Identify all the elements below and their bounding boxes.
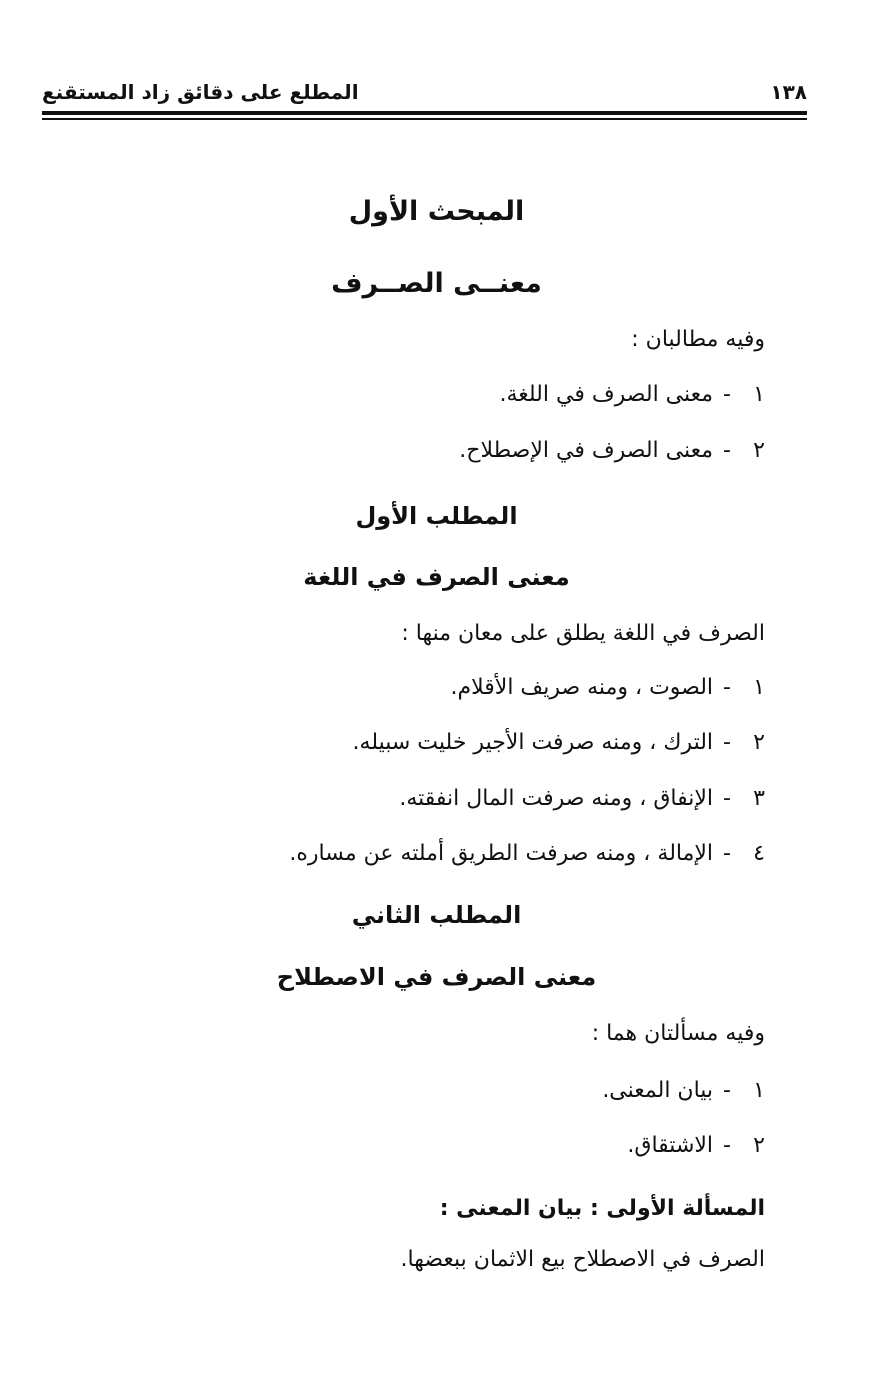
item-text: الاشتقاق. xyxy=(627,1133,714,1158)
item-dash: - xyxy=(723,1133,731,1158)
item-number: ٣ xyxy=(753,786,765,811)
item-text: الترك ، ومنه صرفت الأجير خليت سبيله. xyxy=(352,730,714,755)
item-text: معنى الصرف في الإصطلاح. xyxy=(459,438,714,463)
section-title: المبحث الأول xyxy=(348,196,525,227)
matlab2-title: المطلب الثاني xyxy=(351,901,522,929)
item-number: ٢ xyxy=(753,1133,765,1158)
list-item xyxy=(451,670,765,706)
list-item xyxy=(627,1128,765,1164)
item-text: معنى الصرف في اللغة. xyxy=(499,382,714,407)
item-dash: - xyxy=(723,382,731,407)
section-subtitle: معنــى الصــرف xyxy=(331,268,542,299)
page-number: ١٣٨ xyxy=(770,80,807,104)
list-item xyxy=(353,725,765,761)
header-rule-thin xyxy=(42,118,807,120)
item-number: ١ xyxy=(753,675,765,700)
header-rule-thick xyxy=(42,111,807,115)
item-number: ٤ xyxy=(753,841,765,866)
item-dash: - xyxy=(723,786,731,811)
masala1-text: الصرف في الاصطلاح بيع الاثمان ببعضها. xyxy=(400,1247,765,1272)
item-number: ١ xyxy=(753,1078,765,1103)
list-item xyxy=(602,1073,765,1109)
item-text: الإنفاق ، ومنه صرفت المال انفقته. xyxy=(399,786,714,811)
matlab1-intro: الصرف في اللغة يطلق على معان منها : xyxy=(401,621,765,646)
masala1-title: المسألة الأولى : بيان المعنى : xyxy=(439,1196,765,1221)
item-number: ٢ xyxy=(753,730,765,755)
list-item xyxy=(500,377,766,413)
matlab1-subtitle: معنى الصرف في اللغة xyxy=(303,563,570,591)
book-title: المطلع على دقائق زاد المستقنع xyxy=(42,80,359,104)
running-header xyxy=(42,80,807,110)
item-text: بيان المعنى. xyxy=(602,1078,714,1103)
item-number: ١ xyxy=(753,382,765,407)
item-number: ٢ xyxy=(753,438,765,463)
matlab1-title: المطلب الأول xyxy=(355,502,518,530)
list-item xyxy=(289,836,765,872)
matlab2-subtitle: معنى الصرف في الاصطلاح xyxy=(276,963,597,991)
list-item xyxy=(459,433,765,469)
item-dash: - xyxy=(723,730,731,755)
item-dash: - xyxy=(723,675,731,700)
item-dash: - xyxy=(723,841,731,866)
matlab2-intro: وفيه مسألتان هما : xyxy=(591,1021,765,1046)
item-dash: - xyxy=(723,1078,731,1103)
item-dash: - xyxy=(723,438,731,463)
item-text: الإمالة ، ومنه صرفت الطريق أملته عن مساره. xyxy=(289,841,714,866)
item-text: الصوت ، ومنه صريف الأقلام. xyxy=(450,675,714,700)
section-intro: وفيه مطالبان : xyxy=(631,327,765,352)
list-item xyxy=(399,781,765,817)
